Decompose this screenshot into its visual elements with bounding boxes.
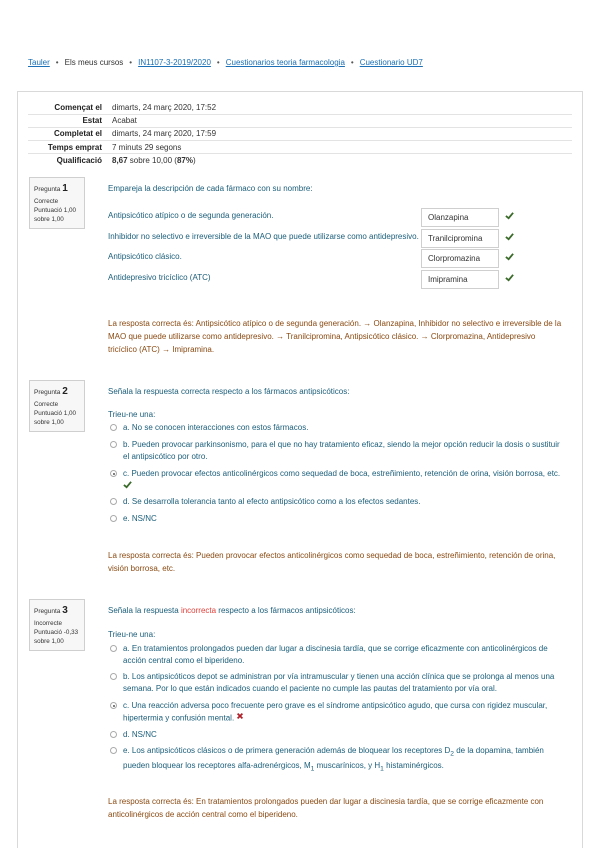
option-text: e. NS/NC: [123, 514, 157, 523]
answer-option[interactable]: [108, 496, 563, 508]
breadcrumb-separator: •: [350, 58, 354, 67]
summary-row-started: [28, 101, 572, 114]
option-text: c. Una reacción adversa poco frecuente pero grave es el síndrome antipsicótico agudo, que cursa con rigidez muscular, hipertermia y confusión mental.: [108, 700, 563, 725]
breadcrumb: [28, 58, 423, 67]
match-answer-select[interactable]: Olanzapina: [421, 208, 499, 227]
option-text: b. Los antipsicóticos depot se administran por vía intramuscular y tienen una acción clínica que se prolonga al menos una semana. Por lo que están indicados cuando el paciente no cumple las pautas del tratamiento por vía oral.: [123, 672, 555, 694]
question-state: Correcte: [34, 400, 59, 408]
match-description: Antipsicótico clásico.: [108, 252, 182, 261]
match-row: [108, 249, 518, 268]
question-2-feedback: La resposta correcta és: Pueden provocar efectos anticolinérgicos como sequedad de boca, estreñimiento, retención de orina, visión borrosa, etc.: [108, 551, 556, 573]
answer-option[interactable]: [108, 422, 563, 434]
summary-label: Començat el: [54, 102, 102, 112]
answer-option[interactable]: [108, 729, 563, 741]
summary-label: Completat el: [28, 127, 108, 140]
match-description: Antidepresivo tricíclico (ATC): [108, 273, 211, 282]
breadcrumb-separator: •: [129, 58, 133, 67]
match-row: [108, 229, 518, 248]
choose-one-label: Trieu-ne una:: [108, 410, 156, 419]
question-2-text: Señala la respuesta correcta respecto a los fármacos antipsicóticos:: [108, 387, 350, 396]
question-score: Puntuació -0,33 sobre 1,00: [34, 628, 79, 645]
check-icon: [123, 480, 132, 493]
breadcrumb-course-link[interactable]: IN1107-3-2019/2020: [138, 58, 211, 67]
option-text: b. Pueden provocar parkinsonismo, para el que no hay tratamiento eficaz, siendo la mejor opción reducir la dosis o sustituir el antipsicótico por otro.: [123, 440, 560, 462]
match-description: Inhibidor no selectivo e irreversible de la MAO que puede utilizarse como antidepresivo.: [108, 232, 419, 241]
radio-button[interactable]: [110, 747, 117, 754]
breadcrumb-separator: •: [216, 58, 220, 67]
radio-button-selected[interactable]: [110, 470, 117, 477]
question-1-info: [29, 177, 85, 229]
answer-option[interactable]: [108, 745, 563, 775]
answer-option-selected[interactable]: [108, 468, 563, 494]
breadcrumb-quiz-link[interactable]: Cuestionario UD7: [359, 58, 423, 67]
option-text: d. Se desarrolla tolerancia tanto al efecto antipsicótico como a los efectos sedantes.: [123, 497, 421, 506]
radio-button[interactable]: [110, 731, 117, 738]
summary-label: Qualificació: [28, 154, 108, 167]
match-row: [108, 208, 518, 227]
radio-button[interactable]: [110, 515, 117, 522]
breadcrumb-tauler-link[interactable]: Tauler: [28, 58, 50, 67]
breadcrumb-my-courses: Els meus cursos: [64, 58, 124, 67]
match-answer-select[interactable]: Clorpromazina: [421, 249, 499, 268]
attempt-summary-table: [28, 101, 572, 167]
question-score: Puntuació 1,00 sobre 1,00: [34, 409, 77, 426]
question-2-info: [29, 380, 85, 432]
match-row: [108, 270, 518, 289]
radio-button[interactable]: [110, 498, 117, 505]
option-text: c. Pueden provocar efectos anticolinérgicos como sequedad de boca, estreñimiento, retención de orina, visión borrosa, etc.: [108, 468, 563, 494]
radio-button-selected[interactable]: [110, 702, 117, 709]
answer-option[interactable]: [108, 671, 563, 696]
answer-option[interactable]: [108, 513, 563, 525]
question-1-text: Empareja la descripción de cada fármaco con su nombre:: [108, 184, 313, 193]
radio-button[interactable]: [110, 424, 117, 431]
match-answer-select[interactable]: Imipramina: [421, 270, 499, 289]
cross-icon: [236, 712, 244, 724]
match-description: Antipsicótico atípico o de segunda generación.: [108, 211, 274, 220]
question-3-info: [29, 599, 85, 651]
summary-value: Acabat: [108, 114, 572, 127]
question-3-feedback: La resposta correcta és: En tratamientos prolongados pueden dar lugar a discinesia tardía, que se corrige eficazmente con anticolinérgicos de acción central como el biperideno.: [108, 797, 544, 819]
check-icon: [505, 252, 514, 263]
summary-row-grade: [28, 154, 572, 167]
summary-row-time: [28, 141, 572, 154]
check-icon: [505, 211, 514, 222]
summary-row-completed: [28, 127, 572, 140]
radio-button[interactable]: [110, 645, 117, 652]
check-icon: [505, 232, 514, 243]
summary-value: dimarts, 24 març 2020, 17:59: [108, 127, 572, 140]
question-state: Correcte: [34, 197, 59, 205]
summary-value: 7 minuts 29 segons: [108, 141, 572, 154]
question-number: Pregunta 3: [34, 605, 68, 616]
question-state: Incorrecte: [34, 619, 62, 627]
option-text: a. No se conocen interacciones con estos fármacos.: [123, 423, 309, 432]
question-3-text: Señala la respuesta incorrecta respecto a los fármacos antipsicóticos:: [108, 606, 356, 615]
question-1-feedback: La resposta correcta és: Antipsicótico atípico o de segunda generación. → Olanzapina, Inhibidor no selectivo e irreversible de la MAO que puede utilizarse como antidepresivo. → Tranilcipromina, Antipsicótico clásico. → Clorpromazina, Antidepresivo tricíclico (ATC) → Imipramina.: [108, 319, 562, 354]
question-score: Puntuació 1,00 sobre 1,00: [34, 206, 77, 223]
option-text: e. Los antipsicóticos clásicos o de primera generación además de bloquear los receptores $D_2$ de la dopamina, también pueden bloquear los receptores alfa-adrenérgicos, $M_1$ muscarínicos, y $H_1$ histaminérgicos.: [123, 746, 544, 773]
answer-option[interactable]: [108, 643, 563, 668]
question-number: Pregunta 1: [34, 183, 68, 194]
grade-value: [108, 154, 572, 167]
option-text: a. En tratamientos prolongados pueden dar lugar a discinesia tardía, que se corrige eficazmente con anticolinérgicos de acción central como el biperideno.: [123, 644, 548, 666]
grade-close: ): [192, 156, 196, 166]
choose-one-label: Trieu-ne una:: [108, 630, 156, 639]
breadcrumb-section-link[interactable]: Cuestionarios teoria farmacologia: [225, 58, 345, 67]
summary-label: Temps emprat: [28, 141, 108, 154]
emphasis-incorrect: incorrecta: [180, 606, 217, 615]
answer-option[interactable]: [108, 439, 563, 464]
breadcrumb-separator: •: [55, 58, 59, 67]
grade-percent: 87%: [176, 156, 193, 166]
radio-button[interactable]: [110, 441, 117, 448]
option-text: d. NS/NC: [123, 730, 157, 739]
grade-out-of: sobre 10,00 (: [127, 156, 177, 166]
summary-label: Estat: [28, 114, 108, 127]
summary-row-state: [28, 114, 572, 127]
question-number: Pregunta 2: [34, 386, 68, 397]
check-icon: [505, 273, 514, 284]
radio-button[interactable]: [110, 673, 117, 680]
answer-option-selected[interactable]: [108, 700, 563, 725]
match-answer-select[interactable]: Tranilcipromina: [421, 229, 499, 248]
grade-score: 8,67: [112, 156, 128, 166]
summary-value: dimarts, 24 març 2020, 17:52: [112, 102, 217, 112]
